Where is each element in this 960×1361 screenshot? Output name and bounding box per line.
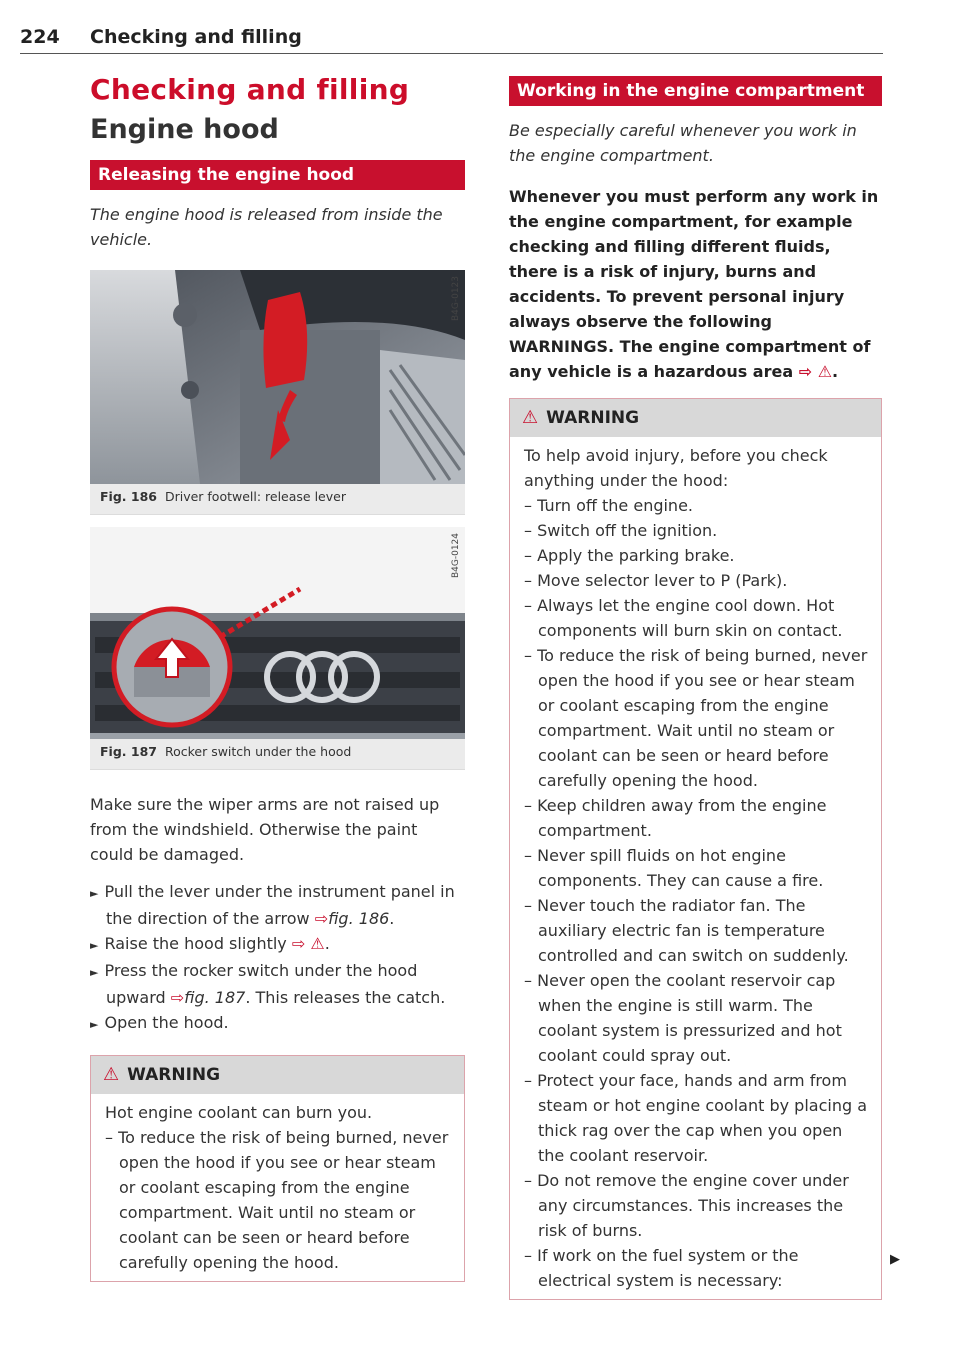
ref-arrow-icon: ⇨ (314, 909, 329, 928)
subsection-heading-working: Working in the engine compartment (509, 76, 882, 106)
warning-title: WARNING (546, 408, 640, 428)
warning-triangle-icon: ⚠ (522, 407, 539, 428)
figure-186-image (90, 270, 465, 484)
warning-item: – Switch off the ignition. (524, 521, 718, 540)
intro-text: Be especially careful whenever you work in the engine compartment. (509, 121, 857, 165)
figure-187-caption (90, 739, 465, 769)
step-bullet-icon: ► (90, 939, 99, 952)
warning-body (91, 1094, 464, 1281)
warning-triangle-icon: ⚠ (103, 1064, 120, 1085)
figure-caption-text: Driver footwell: release lever (164, 489, 346, 504)
continued-arrow-icon: ▶ (890, 1252, 900, 1267)
warning-item: – Never spill fluids on hot engine components. They can cause a fire. (524, 846, 824, 890)
figure-number: Fig. 186 (100, 489, 157, 504)
figure-reference-link[interactable]: fig. 187 (184, 988, 246, 1007)
warning-item: – If work on the fuel system or the electrical system is necessary: (524, 1246, 799, 1290)
running-section-title: Checking and filling (90, 26, 302, 48)
figure-number: Fig. 187 (100, 744, 157, 759)
ref-arrow-icon: ⇨ (170, 988, 185, 1007)
figure-186 (90, 270, 465, 515)
warning-triangle-icon[interactable]: ⚠ (310, 934, 325, 953)
warning-lead: Hot engine coolant can burn you. (105, 1103, 373, 1122)
step-item: ► Pull the lever under the instrument panel in the direction of the arrow ⇨fig. 186. (90, 882, 455, 928)
warning-item: – To reduce the risk of being burned, never open the hood if you see or hear steam or coolant escaping from the engine compartment. Wait until no steam or coolant can be seen or heard before carefully opening the hood. (105, 1128, 449, 1272)
warning-box-left (90, 1055, 465, 1282)
warning-item: – Do not remove the engine cover under any circumstances. This increases the risk of burns. (524, 1171, 849, 1240)
left-column (90, 72, 465, 1282)
warning-lead: To help avoid injury, before you check anything under the hood: (524, 446, 828, 490)
wiper-note: Make sure the wiper arms are not raised up from the windshield. Otherwise the paint could be damaged. (90, 795, 440, 864)
running-head (20, 24, 883, 54)
warning-item: – To reduce the risk of being burned, never open the hood if you see or hear steam or coolant escaping from the engine compartment. Wait until no steam or coolant can be seen or heard before carefully opening the hood. (524, 646, 868, 790)
right-column (509, 76, 882, 1300)
warning-triangle-icon[interactable]: ⚠ (817, 362, 833, 381)
step-item: ► Press the rocker switch under the hood upward ⇨fig. 187. This releases the catch. (90, 961, 446, 1007)
subsection-heading-releasing: Releasing the engine hood (90, 160, 465, 190)
warning-header (91, 1056, 464, 1094)
step-bullet-icon: ► (90, 1018, 99, 1031)
figure-code: B4G-0123 (451, 276, 461, 322)
page-number: 224 (20, 26, 60, 48)
warning-item: – Apply the parking brake. (524, 546, 735, 565)
step-item: ► Open the hood. (90, 1013, 229, 1032)
section-title: Engine hood (90, 114, 279, 145)
warning-item: – Move selector lever to P (Park). (524, 571, 788, 590)
step-bullet-icon: ► (90, 887, 99, 900)
figure-187 (90, 527, 465, 770)
step-item: ► Raise the hood slightly ⇨ ⚠. (90, 934, 330, 953)
hazard-paragraph: Whenever you must perform any work in the engine compartment, for example checking and filling different fluids, there is a risk of injury, burns and accidents. To prevent personal injury always observe the following WARNINGS. The engine compartment of any vehicle is a hazardous area ⇨ ⚠. (509, 187, 879, 381)
release-lever-illustration (90, 270, 465, 484)
ref-arrow-icon: ⇨ (291, 934, 306, 953)
step-list (90, 879, 465, 1037)
figure-186-caption (90, 484, 465, 514)
warning-box-right (509, 398, 882, 1300)
figure-code: B4G-0124 (451, 533, 461, 579)
warning-item: – Never touch the radiator fan. The auxiliary electric fan is temperature controlled and can switch on suddenly. (524, 896, 849, 965)
warning-item: – Protect your face, hands and arm from steam or hot engine coolant by placing a thick rag over the cap when you open the coolant reservoir. (524, 1071, 867, 1165)
figure-reference-link[interactable]: fig. 186 (328, 909, 390, 928)
chapter-title: Checking and filling (90, 73, 410, 106)
ref-arrow-icon: ⇨ (798, 362, 813, 381)
step-bullet-icon: ► (90, 966, 99, 979)
rocker-switch-illustration (90, 527, 465, 739)
warning-item: – Never open the coolant reservoir cap when the engine is still warm. The coolant system is pressurized and hot coolant could spray out. (524, 971, 842, 1065)
warning-item: – Turn off the engine. (524, 496, 693, 515)
warning-title: WARNING (127, 1065, 221, 1085)
warning-header (510, 399, 881, 437)
figure-caption-text: Rocker switch under the hood (164, 744, 352, 759)
warning-item: – Keep children away from the engine compartment. (524, 796, 827, 840)
warning-item: – Always let the engine cool down. Hot components will burn skin on contact. (524, 596, 843, 640)
intro-text: The engine hood is released from inside the vehicle. (90, 205, 443, 249)
warning-body (510, 437, 881, 1299)
figure-187-image (90, 527, 465, 739)
